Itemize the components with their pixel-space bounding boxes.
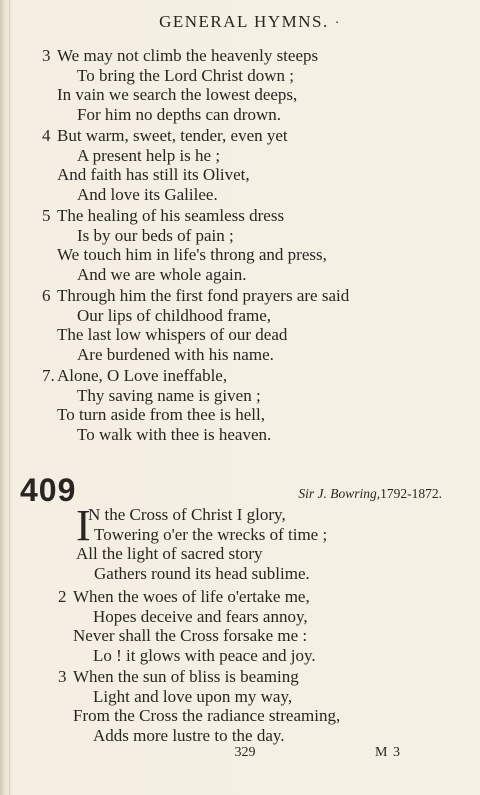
author-name: Sir J. Bowring, bbox=[298, 486, 381, 501]
verse-line: To turn aside from thee is hell, bbox=[57, 405, 265, 424]
verse-line: Lo ! it glows with peace and joy. bbox=[93, 645, 316, 665]
stray-mark: · bbox=[334, 16, 341, 31]
verse-line: The healing of his seamless dress bbox=[57, 206, 285, 225]
verse-line: Never shall the Cross forsake me : bbox=[73, 626, 308, 645]
verse-line: Through him the first fond prayers are said bbox=[57, 286, 350, 305]
hymn-409-stanza-1 bbox=[58, 501, 328, 583]
hymn-author bbox=[298, 486, 442, 502]
stanza-number: 3 bbox=[42, 46, 51, 65]
verse-line: And faith has still its Olivet, bbox=[57, 165, 250, 184]
verse-line: The last low whispers of our dead bbox=[57, 325, 288, 344]
verse-line: We may not climb the heavenly steeps bbox=[57, 46, 319, 65]
verse-line: Towering o'er the wrecks of time ; bbox=[94, 524, 328, 544]
stanza-4-prev bbox=[42, 126, 288, 204]
stanza-number: 4 bbox=[42, 126, 51, 145]
verse-line: Thy saving name is given ; bbox=[77, 385, 261, 405]
verse-line: N the Cross of Christ I glory, bbox=[88, 505, 286, 524]
stanza-7-prev bbox=[42, 366, 271, 444]
verse-line: In vain we search the lowest deeps, bbox=[57, 85, 298, 104]
stanza-3-prev bbox=[42, 46, 318, 124]
verse-line: All the light of sacred story bbox=[76, 544, 263, 563]
verse-line: Alone, O Love ineffable, bbox=[57, 366, 228, 385]
running-head bbox=[0, 12, 480, 32]
signature-mark: M 3 bbox=[375, 745, 401, 760]
hymn-409-stanza-2 bbox=[58, 587, 316, 665]
author-dates: 1792-1872. bbox=[380, 486, 442, 501]
stanza-number: 3 bbox=[58, 667, 67, 686]
hymn-number: 409 bbox=[20, 472, 77, 508]
verse-line: But warm, sweet, tender, even yet bbox=[57, 126, 288, 145]
running-head-text: GENERAL HYMNS. bbox=[159, 12, 329, 31]
stanza-number: 7. bbox=[42, 366, 55, 385]
verse-line: Our lips of childhood frame, bbox=[77, 305, 272, 325]
verse-line: We touch him in life's throng and press, bbox=[57, 245, 327, 264]
stanza-number: 2 bbox=[58, 587, 67, 606]
hymn-409-stanza-3 bbox=[58, 667, 340, 745]
drop-cap: I bbox=[76, 501, 91, 550]
verse-line: Light and love upon my way, bbox=[93, 686, 293, 706]
gutter-edge bbox=[9, 0, 10, 795]
stanza-6-prev bbox=[42, 286, 349, 364]
verse-line: And love its Galilee. bbox=[77, 184, 218, 204]
verse-line: A present help is he ; bbox=[77, 145, 221, 165]
page-number bbox=[0, 745, 480, 761]
verse-line: And we are whole again. bbox=[77, 264, 247, 284]
verse-line: Gathers round its head sublime. bbox=[94, 563, 310, 583]
stanza-number: 6 bbox=[42, 286, 51, 305]
verse-line: Is by our beds of pain ; bbox=[77, 225, 234, 245]
stanza-5-prev bbox=[42, 206, 327, 284]
verse-line: For him no depths can drown. bbox=[77, 104, 281, 124]
verse-line: Adds more lustre to the day. bbox=[93, 725, 285, 745]
verse-line: When the woes of life o'ertake me, bbox=[73, 587, 310, 606]
verse-line: To bring the Lord Christ down ; bbox=[77, 65, 294, 85]
stanza-number: 5 bbox=[42, 206, 51, 225]
verse-line: To walk with thee is heaven. bbox=[77, 424, 272, 444]
verse-line: Are burdened with his name. bbox=[77, 344, 274, 364]
verse-line: From the Cross the radiance streaming, bbox=[73, 706, 341, 725]
page-number-text: 329 bbox=[234, 745, 256, 760]
verse-line: Hopes deceive and fears annoy, bbox=[93, 606, 308, 626]
verse-line: When the sun of bliss is beaming bbox=[73, 667, 299, 686]
